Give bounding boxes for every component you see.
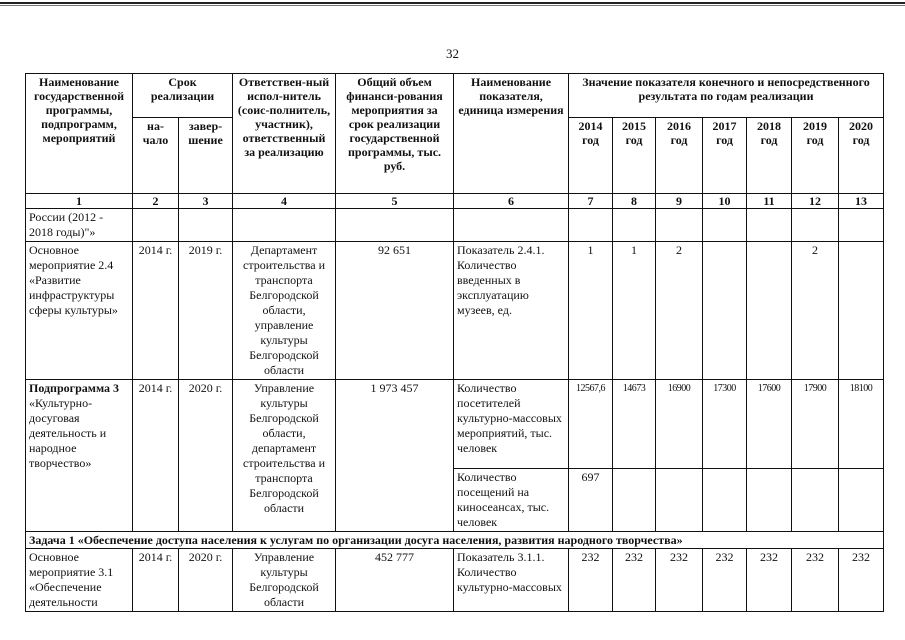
measure-3-1-total: 452 777 bbox=[336, 549, 454, 612]
measure-3-1-indicator: Показатель 3.1.1. Количество культурно-массовых bbox=[454, 549, 569, 612]
measure-2-4-value: 2 bbox=[656, 242, 703, 380]
subprogram-3-total: 1 973 457 bbox=[336, 380, 454, 532]
header-year-2019: 2019 год bbox=[792, 118, 839, 194]
table-row-subprogram-3 bbox=[26, 380, 884, 469]
table-row-measure-2-4 bbox=[26, 242, 884, 380]
subprogram-3-value-2 bbox=[747, 469, 792, 532]
header-year-2014: 2014 год bbox=[569, 118, 613, 194]
measure-2-4-name: Основное мероприятие 2.4 «Развитие инфраструктуры сферы культуры» bbox=[26, 242, 133, 380]
subprogram-3-responsible: Управление культуры Белгородской области, департамент строительства и транспорта Белгородской области bbox=[233, 380, 336, 532]
measure-2-4-value bbox=[703, 242, 747, 380]
measure-2-4-start: 2014 г. bbox=[133, 242, 179, 380]
page-number: 32 bbox=[446, 46, 459, 61]
task-1-heading: Задача 1 «Обеспечение доступа населения к услугам по организации досуга населения, развития народного творчества» bbox=[26, 532, 884, 549]
measure-3-1-value: 232 bbox=[747, 549, 792, 612]
table-row-task-1 bbox=[26, 532, 884, 549]
table-row-russia bbox=[26, 209, 884, 242]
column-number: 8 bbox=[613, 194, 656, 209]
header-responsible: Ответствен-ный испол-нитель (соис-полнитель, участник), ответственный за реализацию bbox=[233, 74, 336, 194]
table-row-measure-3-1 bbox=[26, 549, 884, 612]
header-start: на-чало bbox=[133, 118, 179, 194]
header-year-2018: 2018 год bbox=[747, 118, 792, 194]
top-border-line bbox=[0, 2, 905, 4]
subprogram-3-value-1: 12567,6 bbox=[569, 380, 613, 469]
measure-2-4-value: 2 bbox=[792, 242, 839, 380]
measure-2-4-value bbox=[839, 242, 884, 380]
subprogram-3-value-2 bbox=[839, 469, 884, 532]
subprogram-3-value-1: 18100 bbox=[839, 380, 884, 469]
header-year-2017: 2017 год bbox=[703, 118, 747, 194]
header-year-2016: 2016 год bbox=[656, 118, 703, 194]
column-number: 3 bbox=[179, 194, 233, 209]
header-values: Значение показателя конечного и непосредственного результата по годам реализации bbox=[569, 74, 884, 118]
measure-2-4-end: 2019 г. bbox=[179, 242, 233, 380]
header-name: Наименование государственной программы, подпрограмм, мероприятий bbox=[26, 74, 133, 194]
header-term: Срок реализации bbox=[133, 74, 233, 118]
measure-3-1-end: 2020 г. bbox=[179, 549, 233, 612]
header-end: завер-шение bbox=[179, 118, 233, 194]
column-number: 12 bbox=[792, 194, 839, 209]
column-number: 13 bbox=[839, 194, 884, 209]
measure-3-1-value: 232 bbox=[613, 549, 656, 612]
subprogram-3-value-1: 17600 bbox=[747, 380, 792, 469]
top-border-line-thin bbox=[0, 5, 905, 6]
measure-3-1-value: 232 bbox=[839, 549, 884, 612]
measure-2-4-responsible: Департамент строительства и транспорта Белгородской области, управление культуры Белгородской области bbox=[233, 242, 336, 380]
measure-3-1-value: 232 bbox=[703, 549, 747, 612]
subprogram-3-value-2 bbox=[792, 469, 839, 532]
measure-3-1-name: Основное мероприятие 3.1 «Обеспечение деятельности bbox=[26, 549, 133, 612]
subprogram-3-name: Подпрограмма 3 «Культурно-досуговая деятельность и народное творчество» bbox=[26, 380, 133, 532]
subprogram-3-value-2 bbox=[703, 469, 747, 532]
measure-3-1-value: 232 bbox=[656, 549, 703, 612]
column-number: 2 bbox=[133, 194, 179, 209]
header-total-funding: Общий объем финанси-рования мероприятия за срок реализации государственной программы, тыс. руб. bbox=[336, 74, 454, 194]
measure-2-4-value bbox=[747, 242, 792, 380]
subprogram-3-value-2: 697 bbox=[569, 469, 613, 532]
measure-3-1-value: 232 bbox=[569, 549, 613, 612]
measure-2-4-value: 1 bbox=[569, 242, 613, 380]
program-table bbox=[25, 73, 884, 612]
column-number: 7 bbox=[569, 194, 613, 209]
measure-2-4-value: 1 bbox=[613, 242, 656, 380]
subprogram-3-value-1: 14673 bbox=[613, 380, 656, 469]
measure-3-1-start: 2014 г. bbox=[133, 549, 179, 612]
column-number: 1 bbox=[26, 194, 133, 209]
subprogram-3-indicator-1: Количество посетителей культурно-массовых мероприятий, тыс. человек bbox=[454, 380, 569, 469]
subprogram-3-start: 2014 г. bbox=[133, 380, 179, 532]
column-number: 10 bbox=[703, 194, 747, 209]
header-year-2020: 2020 год bbox=[839, 118, 884, 194]
subprogram-3-value-2 bbox=[613, 469, 656, 532]
column-number: 6 bbox=[454, 194, 569, 209]
row-russia-name: России (2012 - 2018 годы)"» bbox=[26, 209, 133, 242]
column-number: 9 bbox=[656, 194, 703, 209]
subprogram-3-end: 2020 г. bbox=[179, 380, 233, 532]
measure-2-4-indicator: Показатель 2.4.1. Количество введенных в эксплуатацию музеев, ед. bbox=[454, 242, 569, 380]
subprogram-3-value-1: 17900 bbox=[792, 380, 839, 469]
measure-3-1-value: 232 bbox=[792, 549, 839, 612]
column-number: 4 bbox=[233, 194, 336, 209]
subprogram-3-value-1: 17300 bbox=[703, 380, 747, 469]
column-number: 11 bbox=[747, 194, 792, 209]
subprogram-3-indicator-2: Количество посещений на киносеансах, тыс. человек bbox=[454, 469, 569, 532]
measure-2-4-total: 92 651 bbox=[336, 242, 454, 380]
measure-3-1-responsible: Управление культуры Белгородской области bbox=[233, 549, 336, 612]
header-year-2015: 2015 год bbox=[613, 118, 656, 194]
header-indicator: Наименование показателя, единица измерения bbox=[454, 74, 569, 194]
subprogram-3-value-2 bbox=[656, 469, 703, 532]
subprogram-3-value-1: 16900 bbox=[656, 380, 703, 469]
column-number: 5 bbox=[336, 194, 454, 209]
